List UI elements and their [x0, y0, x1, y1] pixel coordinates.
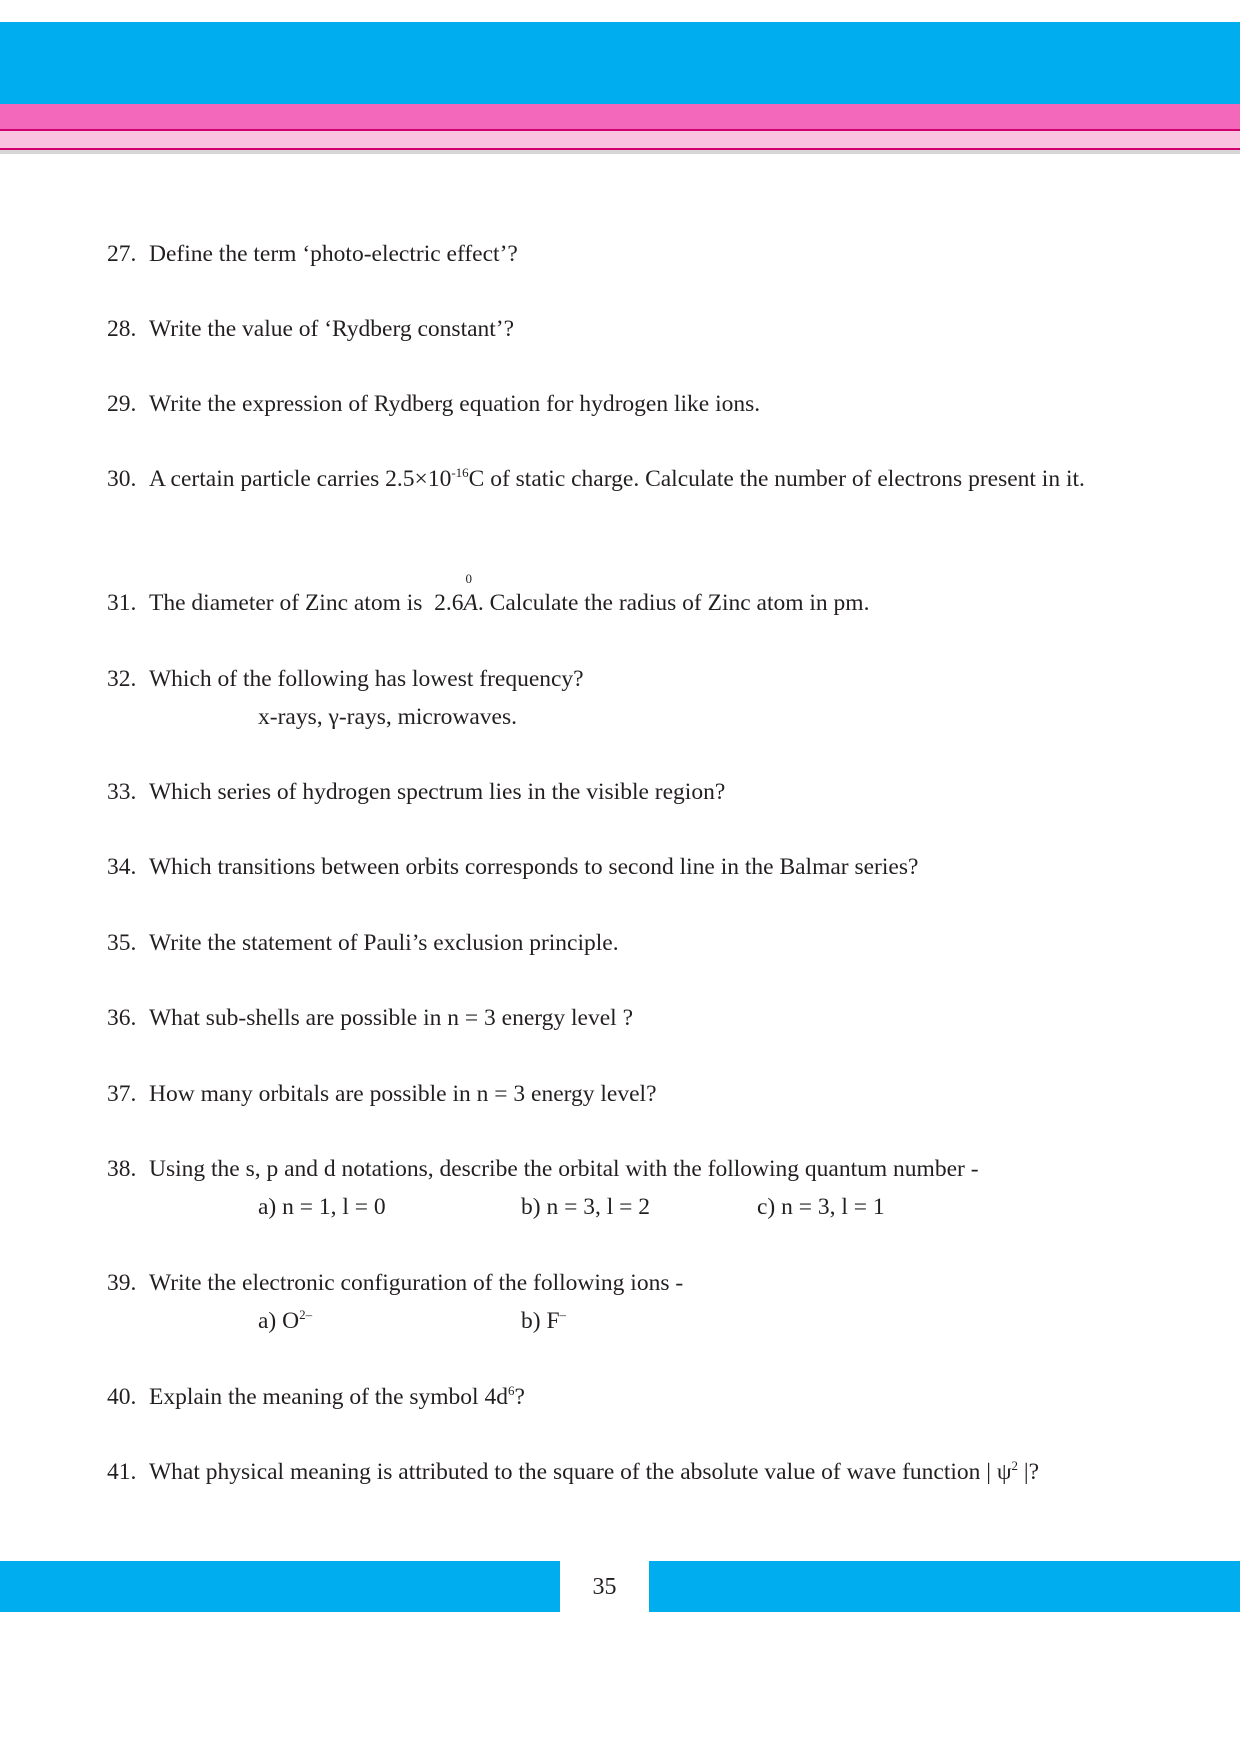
question-39: [107, 1267, 1137, 1299]
superscript: 6: [507, 1383, 515, 1398]
question-text: Which transitions between orbits corresponds to second line in the Balmar series?: [149, 854, 919, 880]
footer-blue-band-left: [0, 1561, 560, 1612]
page-number: 35: [592, 1574, 617, 1600]
diameter-value: 2.6: [434, 590, 464, 616]
exponent: -16: [451, 465, 469, 480]
question-27: [107, 238, 1137, 270]
question-29: [107, 388, 1137, 420]
angstrom-ring: 0: [465, 571, 473, 586]
question-text: Write the electronic configuration of the following ions -: [149, 1270, 684, 1296]
header-blue-band: [0, 22, 1240, 104]
header-pink-band: [0, 104, 1240, 129]
question-number: 41.: [107, 1459, 137, 1485]
question-41: [107, 1456, 1137, 1488]
option-c: c) n = 3, l = 1: [757, 1194, 885, 1220]
question-36: [107, 1002, 1137, 1034]
question-33: [107, 776, 1137, 808]
question-text: Explain the meaning of the symbol $4d^6$?: [149, 1383, 525, 1410]
question-number: 31.: [107, 590, 137, 616]
option-a: a) $O^{2-}$: [258, 1307, 313, 1334]
question-text: What sub-shells are possible in n = 3 energy level ?: [149, 1005, 633, 1031]
question-38: [107, 1153, 1137, 1185]
question-text: The diameter of Zinc atom is 2.6 0 A. Calculate the radius of Zinc atom in pm.: [149, 587, 1137, 619]
question-text: Which series of hydrogen spectrum lies in the visible region?: [149, 779, 726, 805]
header-grey-rule: [0, 150, 1240, 154]
question-30: [107, 463, 1137, 495]
footer-blue-band-right: [649, 1561, 1240, 1612]
option-a: a) n = 1, l = 0: [258, 1194, 386, 1220]
question-text: How many orbitals are possible in n = 3 energy level?: [149, 1081, 657, 1107]
question-35: [107, 927, 1137, 959]
question-32: [107, 663, 1137, 695]
ion-charge: –: [559, 1307, 567, 1322]
angstrom-unit: 0 A: [464, 587, 478, 619]
option-b: b) n = 3, l = 2: [521, 1194, 650, 1220]
times-symbol: ×: [414, 466, 428, 492]
question-text: Write the expression of Rydberg equation for hydrogen like ions.: [149, 391, 761, 417]
question-31: [107, 571, 1137, 619]
question-text: Define the term ‘photo-electric effect’?: [149, 241, 518, 267]
question-number: 39.: [107, 1270, 137, 1296]
option-b: b) F–: [521, 1307, 567, 1334]
question-28: [107, 313, 1137, 345]
question-text: Write the value of ‘Rydberg constant’?: [149, 316, 515, 342]
question-number: 36.: [107, 1005, 137, 1031]
ion-charge: 2–: [299, 1307, 313, 1322]
question-number: 30.: [107, 466, 137, 492]
question-number: 28.: [107, 316, 137, 342]
question-32-options: x-rays, γ-rays, microwaves.: [258, 704, 518, 730]
question-34: [107, 851, 1137, 883]
question-number: 37.: [107, 1081, 137, 1107]
question-number: 29.: [107, 391, 137, 417]
question-number: 40.: [107, 1384, 137, 1410]
header-light-pink-band: [0, 131, 1240, 148]
question-text: Write the statement of Pauli’s exclusion principle.: [149, 930, 619, 956]
question-number: 32.: [107, 666, 137, 692]
question-number: 33.: [107, 779, 137, 805]
question-text: Which of the following has lowest frequency?: [149, 666, 584, 692]
superscript: 2: [1011, 1458, 1019, 1473]
question-number: 38.: [107, 1156, 137, 1182]
question-text: Using the s, p and d notations, describe the orbital with the following quantum number -: [149, 1156, 979, 1182]
question-40: [107, 1381, 1137, 1413]
question-number: 34.: [107, 854, 137, 880]
question-number: 35.: [107, 930, 137, 956]
question-number: 27.: [107, 241, 137, 267]
question-text: A certain particle carries $2.5\times 10^{-16}C$ of static charge. Calculate the number of electrons present in it.: [149, 465, 1085, 492]
question-text: What physical meaning is attributed to the square of the absolute value of wave function | $\psi^2$ |?: [149, 1458, 1040, 1485]
question-37: [107, 1078, 1137, 1110]
